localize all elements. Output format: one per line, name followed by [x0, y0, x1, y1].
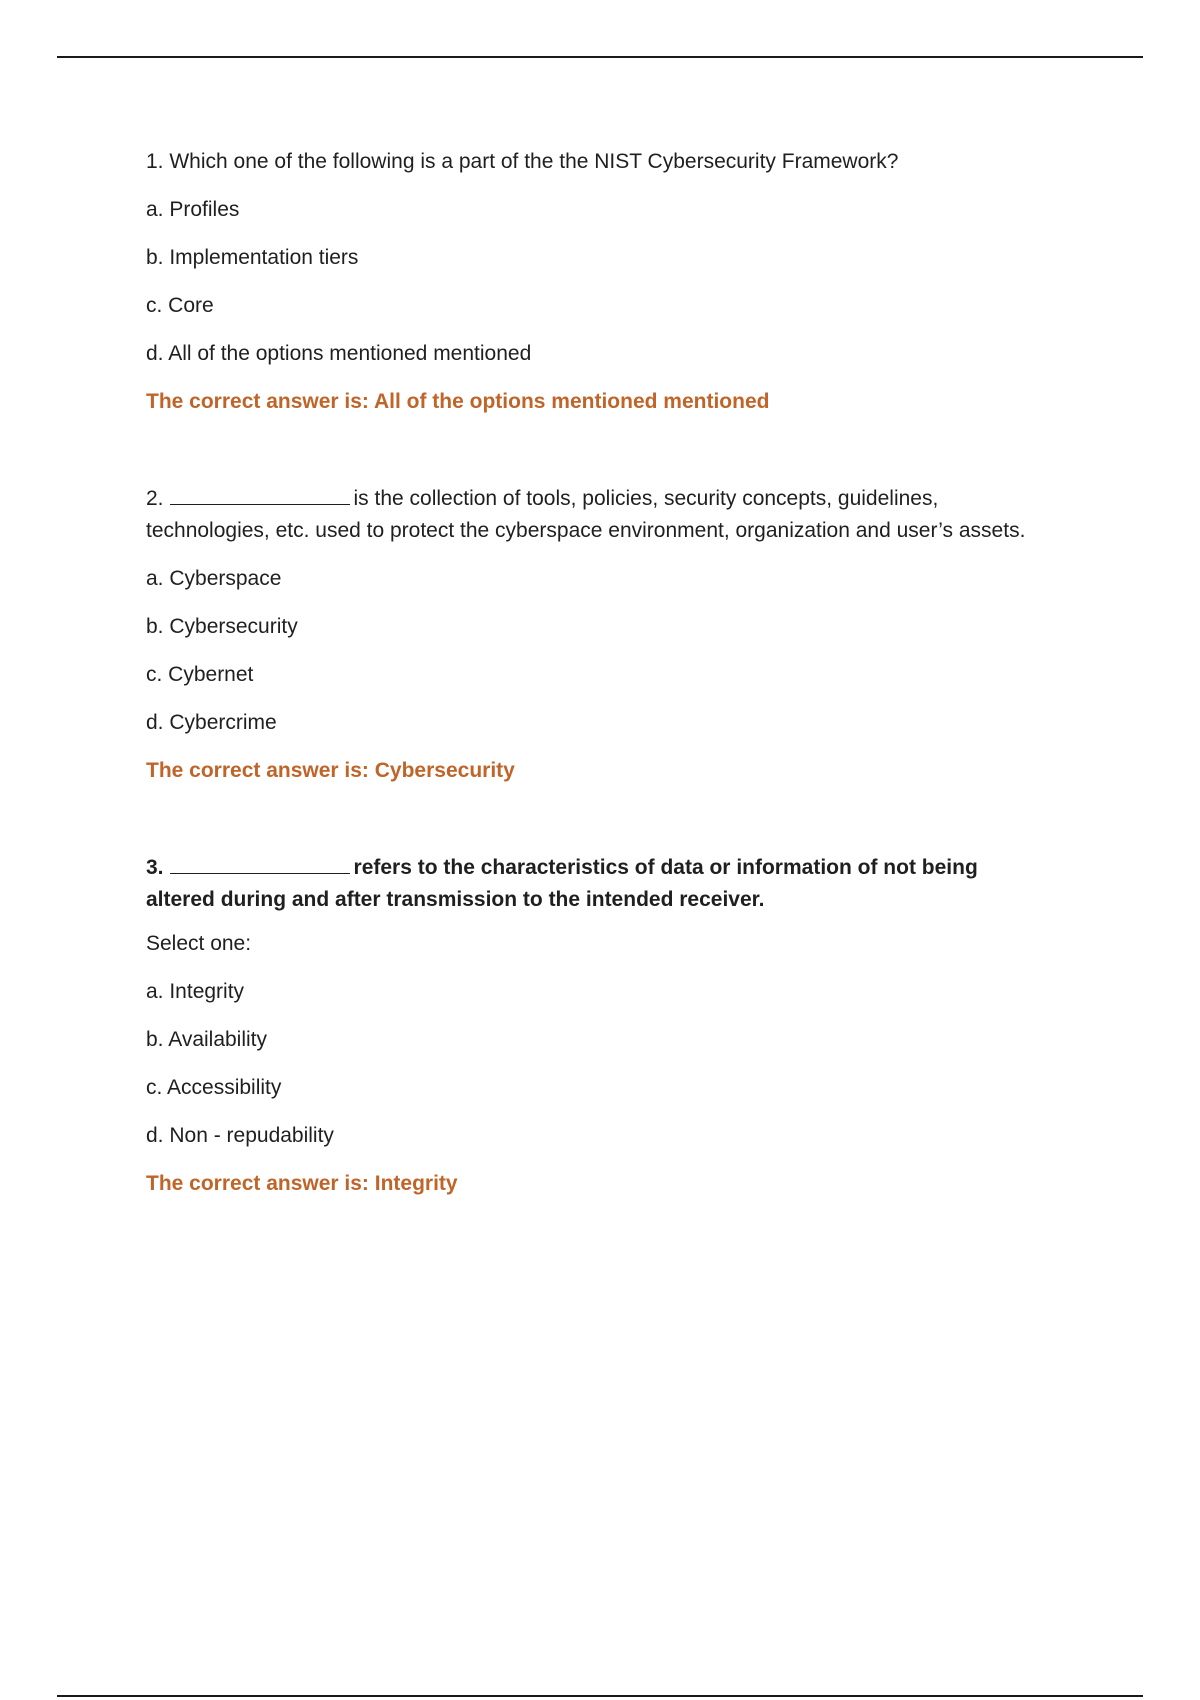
question-block-1 — [146, 146, 1026, 418]
top-rule — [57, 56, 1143, 58]
option-d: d. Non - repudability — [146, 1124, 334, 1147]
question-block-2 — [146, 483, 1026, 787]
option-a: a. Profiles — [146, 198, 240, 221]
spacer — [146, 418, 1026, 483]
question-number: 1. — [146, 150, 164, 173]
quiz-content — [146, 146, 1026, 1200]
question-number: 3. — [146, 856, 164, 879]
question-body: Which one of the following is a part of the the NIST Cybersecurity Framework? — [169, 150, 899, 173]
option-b: b. Cybersecurity — [146, 615, 298, 638]
fill-in-blank — [170, 486, 350, 505]
fill-in-blank — [170, 855, 350, 874]
option-a: a. Cyberspace — [146, 567, 282, 590]
option-b: b. Implementation tiers — [146, 246, 359, 269]
question-text — [146, 852, 1026, 916]
select-one-prompt: Select one: — [146, 932, 252, 955]
correct-answer: The correct answer is: Integrity — [146, 1172, 458, 1195]
question-text — [146, 483, 1026, 547]
correct-answer: The correct answer is: Cybersecurity — [146, 759, 515, 782]
option-b: b. Availability — [146, 1028, 268, 1051]
correct-answer: The correct answer is: All of the options mentioned mentioned — [146, 390, 770, 413]
option-c: c. Core — [146, 294, 214, 317]
option-c: c. Accessibility — [146, 1076, 282, 1099]
option-d: d. All of the options mentioned mentioned — [146, 342, 532, 365]
question-number: 2. — [146, 487, 164, 510]
option-d: d. Cybercrime — [146, 711, 277, 734]
spacer — [146, 787, 1026, 852]
option-c: c. Cybernet — [146, 663, 254, 686]
option-a: a. Integrity — [146, 980, 245, 1003]
question-text — [146, 146, 1026, 178]
bottom-rule — [57, 1695, 1143, 1697]
question-block-3 — [146, 852, 1026, 1200]
question-body: is the collection of tools, policies, security concepts, guidelines, technologies, etc. used to protect the cyberspace environment, organization and user’s assets. — [146, 487, 1026, 542]
question-body: refers to the characteristics of data or information of not being altered during and after transmission to the intended receiver. — [146, 856, 978, 911]
